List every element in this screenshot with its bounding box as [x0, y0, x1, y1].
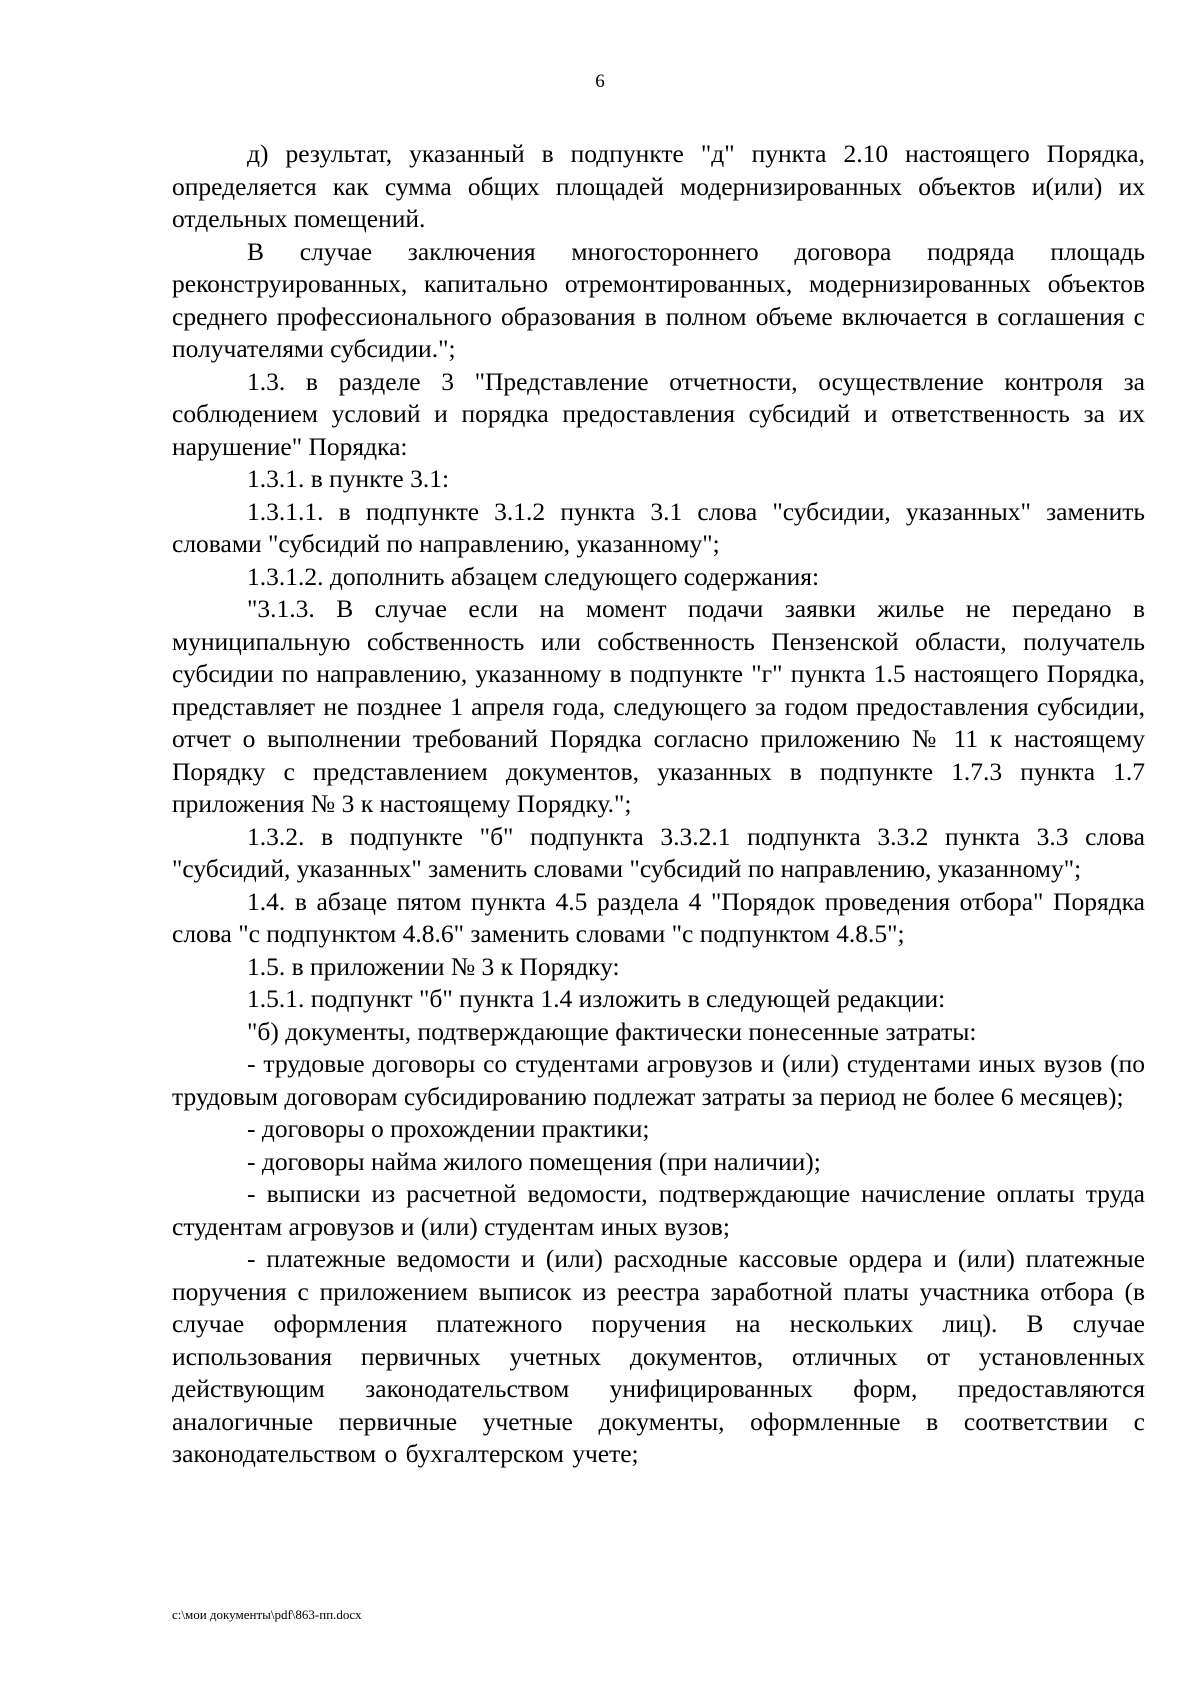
paragraph-1-3: 1.3. в разделе 3 "Представление отчетности, осуществление контроля за соблюдением условий и порядка предоставления субсидий и ответственность за их нарушение" Порядка:: [172, 366, 1145, 461]
list-item-payment-statements: - платежные ведомости и (или) расходные кассовые ордера и (или) платежные поручения с приложением выписок из реестра заработной платы участника отбора (в случае оформления платежного поручения на нескольких лиц). В случае использования первичных учетных документов, отличных от установленных действующим законодательством унифицированных форм, предоставляются аналогичные первичные учетные документы, оформленные в соответствии с законодательством о бухгалтерском учете;: [172, 1244, 1145, 1468]
paragraph-1-3-2: 1.3.2. в подпункте "б" подпункта 3.3.2.1 подпункта 3.3.2 пункта 3.3 слова "субсидий, указанных" заменить словами "субсидий по направлению, указанному";: [172, 821, 1145, 883]
paragraph-1-5-1: 1.5.1. подпункт "б" пункта 1.4 изложить в следующей редакции:: [247, 984, 946, 1013]
list-item-payroll-extracts: - выписки из расчетной ведомости, подтверждающие начисление оплаты труда студентам агровузов и (или) студентам иных вузов;: [172, 1179, 1145, 1241]
paragraph-1-3-1: 1.3.1. в пункте 3.1:: [247, 464, 450, 493]
paragraph-1-3-1-1: 1.3.1.1. в подпункте 3.1.2 пункта 3.1 слова "субсидии, указанных" заменить словами "субсидий по направлению, указанному";: [172, 496, 1145, 558]
document-body: [172, 138, 1145, 1471]
paragraph-1-3-1-2: 1.3.1.2. дополнить абзацем следующего содержания:: [247, 561, 820, 591]
paragraph-1-4: 1.4. в абзаце пятом пункта 4.5 раздела 4 "Порядок проведения отбора" Порядка слова "с подпунктом 4.8.6" заменить словами "с подпунктом 4.8.5";: [172, 886, 1145, 948]
list-item-lease-contracts: - договоры найма жилого помещения (при наличии);: [247, 1146, 821, 1176]
list-item-labor-contracts: - трудовые договоры со студентами агровузов и (или) студентами иных вузов (по трудовым договорам субсидированию подлежат затраты за период не более 6 месяцев);: [172, 1049, 1145, 1111]
paragraph-1-5: 1.5. в приложении № 3 к Порядку:: [247, 951, 620, 981]
footer-file-path: c:\мои документы\pdf\863-пп.docx: [172, 1607, 362, 1622]
paragraph-documents-b: "б) документы, подтверждающие фактически понесенные затраты:: [247, 1016, 977, 1046]
paragraph-result-d: д) результат, указанный в подпункте "д" пункта 2.10 настоящего Порядка, определяется как сумма общих площадей модернизированных объектов и(или) их отдельных помещений.: [172, 139, 1145, 233]
paragraph-3-1-3: "3.1.3. В случае если на момент подачи заявки жилье не передано в муниципальную собственность или собственность Пензенской области, получатель субсидии по направлению, указанному в подпункте "г" пункта 1.5 настоящего Порядка, представляет не позднее 1 апреля года, следующего за годом предоставления субсидии, отчет о выполнении требований Порядка согласно приложению № 11 к настоящему Порядку с представлением документов, указанных в подпункте 1.7.3 пункта 1.7 приложения № 3 к настоящему Порядку.";: [172, 594, 1145, 818]
page-number: 6: [595, 71, 605, 92]
list-item-practice-contracts: - договоры о прохождении практики;: [247, 1114, 650, 1143]
paragraph-multilateral-contract: В случае заключения многостороннего договора подряда площадь реконструированных, капитально отремонтированных, модернизированных объектов среднего профессионального образования в полном объеме включается в соглашения с получателями субсидии.";: [172, 236, 1145, 363]
